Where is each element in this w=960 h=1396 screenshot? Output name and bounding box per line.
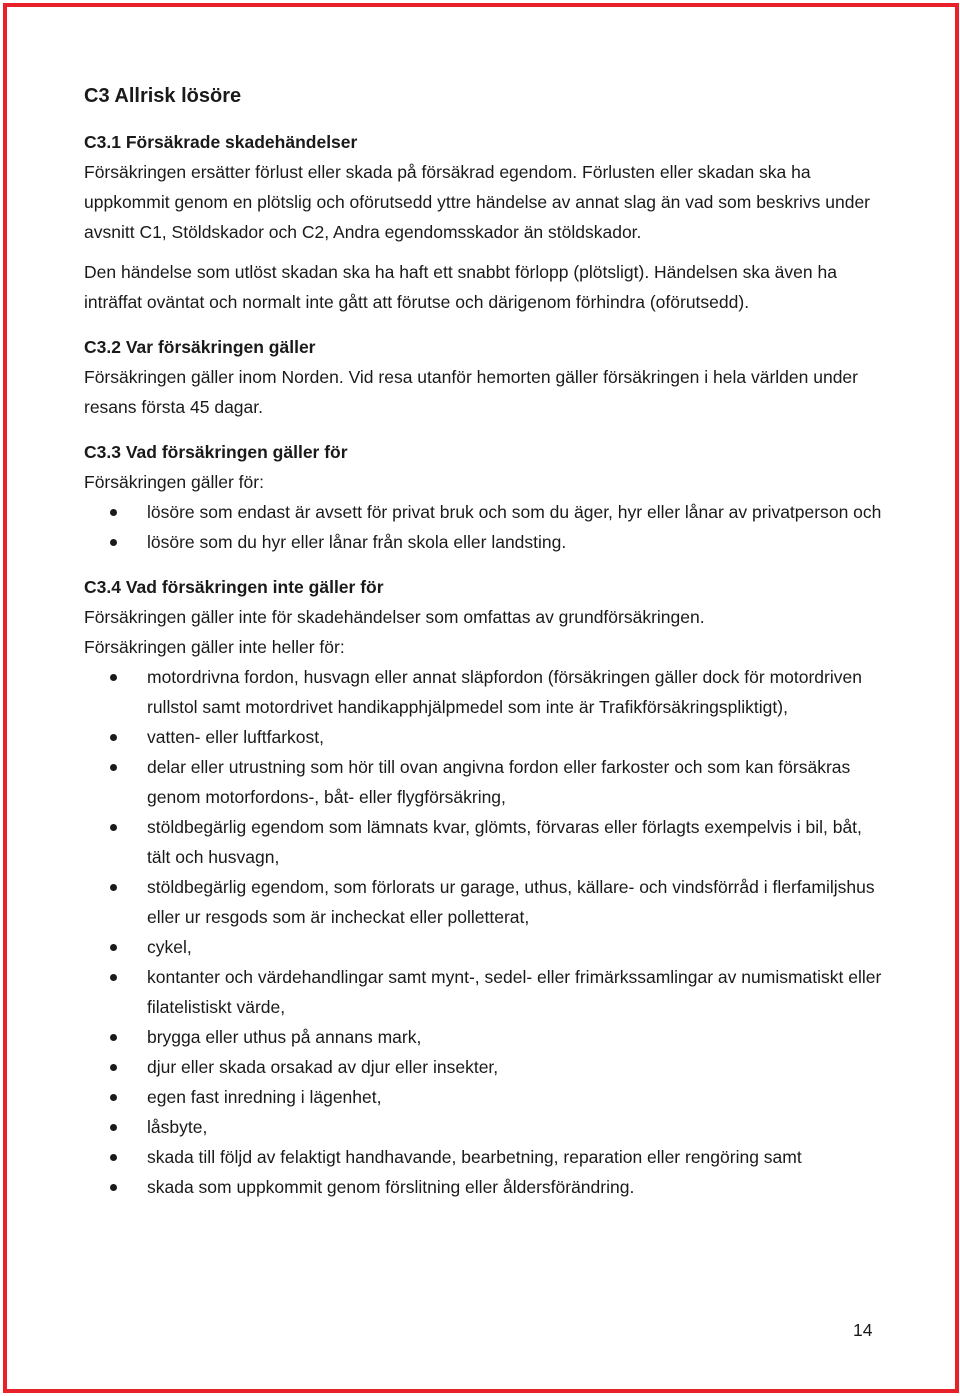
bullet-icon: [110, 1064, 117, 1071]
paragraph: Försäkringen gäller inte för skadehändelser som omfattas av grundförsäkringen.: [84, 607, 705, 627]
section-heading: C3.4 Vad försäkringen inte gäller för: [84, 577, 384, 597]
list-item: [84, 752, 884, 812]
list-item-text: delar eller utrustning som hör till ovan angivna fordon eller farkoster och som kan försäkras genom motorfordons-, båt- eller flygförsäkring,: [147, 757, 851, 807]
list-item-text: skada som uppkommit genom förslitning eller åldersförändring.: [147, 1177, 635, 1197]
list-item: [84, 932, 884, 962]
paragraph: Försäkringen gäller inte heller för:: [84, 637, 345, 657]
list-item: [84, 527, 884, 557]
paragraph: Den händelse som utlöst skadan ska ha haft ett snabbt förlopp (plötsligt). Händelsen ska även ha inträffat oväntat och normalt inte gått att förutse och därigenom förhindra (oförutsedd).: [84, 262, 837, 312]
list-item-text: egen fast inredning i lägenhet,: [147, 1087, 382, 1107]
list-item-text: motordrivna fordon, husvagn eller annat släpfordon (försäkringen gäller dock för motordriven rullstol samt motordrivet handikapphjälpmedel som inte är Trafikförsäkringspliktigt),: [147, 667, 862, 717]
list-item-text: lösöre som endast är avsett för privat bruk och som du äger, hyr eller lånar av privatperson och: [147, 502, 882, 522]
list-item-text: lösöre som du hyr eller lånar från skola eller landsting.: [147, 532, 567, 552]
section-c3-4: [84, 572, 884, 1202]
list-item-text: skada till följd av felaktigt handhavande, bearbetning, reparation eller rengöring samt: [147, 1147, 802, 1167]
bullet-icon: [110, 1034, 117, 1041]
section-c3-1: [84, 127, 884, 317]
list-item-text: stöldbegärlig egendom, som förlorats ur garage, uthus, källare- och vindsförråd i flerfamiljshus eller ur resgods som är incheckat eller polletterat,: [147, 877, 875, 927]
bullet-icon: [110, 1094, 117, 1101]
list-item: [84, 962, 884, 1022]
document-body: [84, 83, 884, 1217]
bullet-list: [84, 497, 884, 557]
list-item: [84, 1082, 884, 1112]
list-item-text: stöldbegärlig egendom som lämnats kvar, glömts, förvaras eller förlagts exempelvis i bil, båt, tält och husvagn,: [147, 817, 862, 867]
list-item-text: låsbyte,: [147, 1117, 208, 1137]
bullet-icon: [110, 824, 117, 831]
list-item: [84, 1112, 884, 1142]
list-item: [84, 812, 884, 872]
list-item: [84, 872, 884, 932]
list-item-text: djur eller skada orsakad av djur eller insekter,: [147, 1057, 499, 1077]
bullet-icon: [110, 1154, 117, 1161]
bullet-icon: [110, 734, 117, 741]
paragraph: Försäkringen ersätter förlust eller skada på försäkrad egendom. Förlusten eller skadan ska ha uppkommit genom en plötslig och oförutsedd yttre händelse av annat slag än vad som beskrivs under avsnitt C1, Stöldskador och C2, Andra egendomsskador än stöldskador.: [84, 162, 871, 242]
list-item: [84, 497, 884, 527]
document-title: C3 Allrisk lösöre: [84, 85, 242, 107]
list-item: [84, 1172, 884, 1202]
list-item-text: vatten- eller luftfarkost,: [147, 727, 325, 747]
list-item-text: cykel,: [147, 937, 192, 957]
section-heading: C3.3 Vad försäkringen gäller för: [84, 442, 348, 462]
bullet-icon: [110, 539, 117, 546]
section-heading: C3.2 Var försäkringen gäller: [84, 337, 316, 357]
list-item: [84, 1142, 884, 1172]
bullet-icon: [110, 764, 117, 771]
list-item: [84, 1052, 884, 1082]
list-item: [84, 662, 884, 722]
page-number: 14: [853, 1320, 873, 1340]
paragraph: Försäkringen gäller inom Norden. Vid resa utanför hemorten gäller försäkringen i hela världen under resans första 45 dagar.: [84, 367, 858, 417]
list-item: [84, 1022, 884, 1052]
bullet-icon: [110, 509, 117, 516]
bullet-icon: [110, 944, 117, 951]
bullet-list: [84, 662, 884, 1202]
list-item-text: kontanter och värdehandlingar samt mynt-, sedel- eller frimärkssamlingar av numismatiskt eller filatelistiskt värde,: [147, 967, 882, 1017]
bullet-icon: [110, 974, 117, 981]
bullet-icon: [110, 1184, 117, 1191]
section-heading: C3.1 Försäkrade skadehändelser: [84, 132, 358, 152]
bullet-icon: [110, 674, 117, 681]
list-item-text: brygga eller uthus på annans mark,: [147, 1027, 422, 1047]
bullet-icon: [110, 1124, 117, 1131]
paragraph: Försäkringen gäller för:: [84, 472, 264, 492]
section-c3-2: [84, 332, 884, 422]
list-item: [84, 722, 884, 752]
bullet-icon: [110, 884, 117, 891]
section-c3-3: [84, 437, 884, 557]
